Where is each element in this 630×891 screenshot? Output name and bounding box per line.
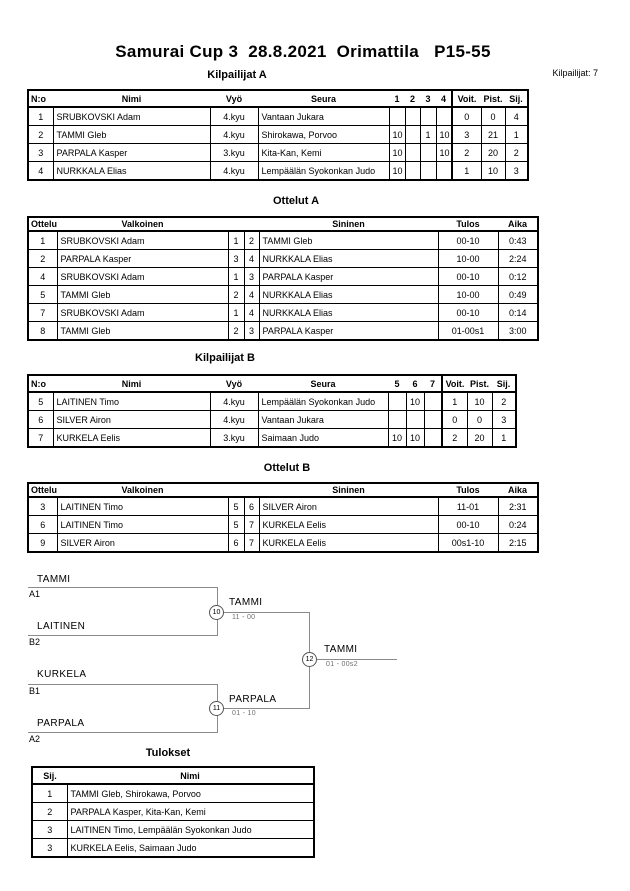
cell-nimi: TAMMI Gleb	[53, 126, 210, 144]
cell-ottelu: 6	[28, 516, 57, 534]
cell-valkoinen: SILVER Airon	[57, 534, 228, 553]
col-no: N:o	[28, 375, 53, 392]
cell-vyo: 3.kyu	[210, 429, 258, 448]
col-7: 7	[424, 375, 442, 392]
col-valkoinen: Valkoinen	[57, 483, 228, 497]
col-pist: Pist.	[481, 90, 505, 107]
cell-no: 3	[28, 144, 53, 162]
col-voit: Voit.	[442, 375, 467, 392]
col-sininen: Sininen	[259, 483, 438, 497]
cell-ottelu: 4	[28, 268, 57, 286]
cell-blue-number: 7	[244, 534, 259, 553]
cell-ottelu: 8	[28, 322, 57, 341]
cell-sininen: NURKKALA Elias	[259, 304, 438, 322]
ottelut-a-table	[27, 216, 539, 341]
cell-nimi: KURKELA Eelis, Saimaan Judo	[67, 839, 314, 858]
cell-no: 1	[28, 107, 53, 126]
cell-ottelu: 2	[28, 250, 57, 268]
bracket-slot-seed: B1	[29, 686, 41, 696]
bracket-line	[28, 587, 218, 588]
cell-voit: 0	[452, 107, 481, 126]
match-row	[28, 497, 538, 516]
match-number-badge: 12	[302, 652, 317, 667]
cell-voit: 1	[452, 162, 481, 181]
cell-sij: 3	[32, 839, 67, 858]
cell-sininen: TAMMI Gleb	[259, 231, 438, 250]
cell-tulos: 10-00	[438, 286, 498, 304]
cell-white-number: 2	[228, 322, 244, 341]
cell-score-5	[388, 411, 406, 429]
cell-tulos: 00-10	[438, 231, 498, 250]
bracket-slot-name: KURKELA	[37, 669, 87, 680]
col-white-number	[228, 217, 244, 231]
cell-sininen: PARPALA Kasper	[259, 322, 438, 341]
cell-nimi: PARPALA Kasper, Kita-Kan, Kemi	[67, 803, 314, 821]
cell-sininen: KURKELA Eelis	[259, 534, 438, 553]
match-row	[28, 250, 538, 268]
header-row	[28, 483, 538, 497]
cell-nimi: LAITINEN Timo	[53, 392, 210, 411]
section-title-kilpailijat-a: Kilpailijat A	[207, 69, 267, 81]
header-row	[28, 217, 538, 231]
cell-score-6: 10	[406, 429, 424, 448]
col-sij: Sij.	[32, 767, 67, 784]
bracket-match-score: 01 - 10	[232, 710, 256, 717]
cell-seura: Vantaan Jukara	[258, 411, 388, 429]
cell-tulos: 01-00s1	[438, 322, 498, 341]
cell-white-number: 6	[228, 534, 244, 553]
bracket-winner-name: TAMMI	[229, 597, 263, 608]
cell-sininen: SILVER Airon	[259, 497, 438, 516]
cell-nimi: PARPALA Kasper	[53, 144, 210, 162]
cell-seura: Vantaan Jukara	[258, 107, 389, 126]
cell-score-2	[405, 107, 420, 126]
match-number-badge: 11	[209, 701, 224, 716]
cell-aika: 0:49	[498, 286, 538, 304]
match-row	[28, 268, 538, 286]
cell-score-4	[436, 107, 452, 126]
col-6: 6	[406, 375, 424, 392]
cell-tulos: 00-10	[438, 304, 498, 322]
col-tulos: Tulos	[438, 483, 498, 497]
cell-white-number: 3	[228, 250, 244, 268]
cell-seura: Shirokawa, Porvoo	[258, 126, 389, 144]
cell-white-number: 1	[228, 268, 244, 286]
cell-sij: 1	[505, 126, 528, 144]
cell-pist: 20	[481, 144, 505, 162]
cell-sij: 4	[505, 107, 528, 126]
col-5: 5	[388, 375, 406, 392]
result-row	[32, 839, 314, 858]
cell-blue-number: 3	[244, 268, 259, 286]
col-voit: Voit.	[452, 90, 481, 107]
competitor-row	[28, 411, 516, 429]
bracket-line	[28, 635, 218, 636]
cell-score-3	[420, 162, 436, 181]
cell-sij: 3	[492, 411, 516, 429]
cell-score-5: 10	[388, 429, 406, 448]
cell-vyo: 4.kyu	[210, 411, 258, 429]
cell-voit: 2	[442, 429, 467, 448]
bracket-winner-name: TAMMI	[324, 644, 358, 655]
cell-valkoinen: TAMMI Gleb	[57, 322, 228, 341]
col-sij: Sij.	[505, 90, 528, 107]
match-row	[28, 322, 538, 341]
cell-score-4: 10	[436, 126, 452, 144]
bracket-slot-seed: A2	[29, 734, 41, 744]
cell-voit: 3	[452, 126, 481, 144]
competitor-row	[28, 429, 516, 448]
header-row	[28, 90, 528, 107]
cell-nimi: LAITINEN Timo, Lempäälän Syokonkan Judo	[67, 821, 314, 839]
cell-no: 7	[28, 429, 53, 448]
col-blue-number	[244, 217, 259, 231]
cell-blue-number: 4	[244, 250, 259, 268]
col-blue-number	[244, 483, 259, 497]
ottelut-b-table	[27, 482, 539, 553]
section-title-tulokset: Tulokset	[145, 747, 191, 759]
cell-pist: 21	[481, 126, 505, 144]
cell-ottelu: 5	[28, 286, 57, 304]
bracket-line	[217, 708, 310, 709]
competitor-row	[28, 162, 528, 181]
bracket-line	[28, 732, 218, 733]
cell-nimi: TAMMI Gleb, Shirokawa, Porvoo	[67, 784, 314, 803]
kilpailijat-a-table	[27, 89, 529, 181]
cell-white-number: 5	[228, 516, 244, 534]
col-aika: Aika	[498, 483, 538, 497]
cell-valkoinen: SRUBKOVSKI Adam	[57, 304, 228, 322]
cell-score-7	[424, 392, 442, 411]
cell-vyo: 4.kyu	[210, 126, 258, 144]
cell-sij: 1	[32, 784, 67, 803]
cell-nimi: KURKELA Eelis	[53, 429, 210, 448]
col-sininen: Sininen	[259, 217, 438, 231]
cell-white-number: 2	[228, 286, 244, 304]
cell-nimi: NURKKALA Elias	[53, 162, 210, 181]
cell-pist: 10	[481, 162, 505, 181]
cell-tulos: 00-10	[438, 268, 498, 286]
bracket-slot-seed: B2	[29, 637, 41, 647]
cell-vyo: 4.kyu	[210, 392, 258, 411]
cell-pist: 20	[467, 429, 492, 448]
cell-score-1: 10	[389, 162, 405, 181]
cell-tulos: 00-10	[438, 516, 498, 534]
cell-blue-number: 7	[244, 516, 259, 534]
cell-tulos: 00s1-10	[438, 534, 498, 553]
cell-ottelu: 3	[28, 497, 57, 516]
cell-score-2	[405, 126, 420, 144]
cell-sij: 3	[505, 162, 528, 181]
col-seura: Seura	[258, 90, 389, 107]
cell-white-number: 1	[228, 231, 244, 250]
cell-no: 5	[28, 392, 53, 411]
bracket-slot-name: TAMMI	[37, 574, 71, 585]
cell-white-number: 5	[228, 497, 244, 516]
cell-white-number: 1	[228, 304, 244, 322]
match-number-badge: 10	[209, 605, 224, 620]
result-row	[32, 803, 314, 821]
bracket-slot-seed: A1	[29, 589, 41, 599]
cell-vyo: 4.kyu	[210, 107, 258, 126]
cell-aika: 0:43	[498, 231, 538, 250]
cell-score-4: 10	[436, 144, 452, 162]
cell-blue-number: 6	[244, 497, 259, 516]
col-1: 1	[389, 90, 405, 107]
col-ottelu: Ottelu	[28, 217, 57, 231]
cell-nimi: SRUBKOVSKI Adam	[53, 107, 210, 126]
col-vyo: Vyö	[210, 375, 258, 392]
cell-no: 2	[28, 126, 53, 144]
page-title: Samurai Cup 3 28.8.2021 Orimattila P15-55	[115, 42, 491, 61]
cell-sininen: PARPALA Kasper	[259, 268, 438, 286]
col-seura: Seura	[258, 375, 388, 392]
bracket-line	[309, 659, 397, 660]
cell-aika: 2:15	[498, 534, 538, 553]
result-row	[32, 821, 314, 839]
kilpailijat-b-table	[27, 374, 517, 448]
cell-aika: 2:24	[498, 250, 538, 268]
bracket-line	[217, 612, 310, 613]
cell-score-7	[424, 429, 442, 448]
bracket-match-score: 11 - 00	[232, 614, 256, 621]
cell-score-2	[405, 144, 420, 162]
cell-ottelu: 7	[28, 304, 57, 322]
cell-tulos: 10-00	[438, 250, 498, 268]
cell-blue-number: 4	[244, 286, 259, 304]
cell-sij: 2	[505, 144, 528, 162]
tulokset-table	[31, 766, 315, 858]
col-nimi: Nimi	[67, 767, 314, 784]
cell-valkoinen: TAMMI Gleb	[57, 286, 228, 304]
cell-ottelu: 9	[28, 534, 57, 553]
col-pist: Pist.	[467, 375, 492, 392]
cell-valkoinen: PARPALA Kasper	[57, 250, 228, 268]
cell-voit: 0	[442, 411, 467, 429]
cell-score-6: 10	[406, 392, 424, 411]
cell-score-3	[420, 107, 436, 126]
match-row	[28, 231, 538, 250]
section-title-ottelut-a: Ottelut A	[272, 195, 320, 207]
cell-voit: 2	[452, 144, 481, 162]
bracket-line	[28, 684, 218, 685]
section-title-kilpailijat-b: Kilpailijat B	[195, 352, 255, 364]
col-valkoinen: Valkoinen	[57, 217, 228, 231]
cell-sij: 1	[492, 429, 516, 448]
match-row	[28, 304, 538, 322]
cell-pist: 0	[481, 107, 505, 126]
cell-score-5	[388, 392, 406, 411]
cell-blue-number: 4	[244, 304, 259, 322]
cell-valkoinen: SRUBKOVSKI Adam	[57, 231, 228, 250]
cell-score-3	[420, 144, 436, 162]
cell-seura: Lempäälän Syokonkan Judo	[258, 392, 388, 411]
result-row	[32, 784, 314, 803]
cell-nimi: SILVER Airon	[53, 411, 210, 429]
header-row	[32, 767, 314, 784]
cell-voit: 1	[442, 392, 467, 411]
match-row	[28, 286, 538, 304]
match-row	[28, 516, 538, 534]
cell-vyo: 3.kyu	[210, 144, 258, 162]
col-white-number	[228, 483, 244, 497]
cell-sij: 2	[32, 803, 67, 821]
col-nimi: Nimi	[53, 90, 210, 107]
col-vyo: Vyö	[210, 90, 258, 107]
cell-score-1	[389, 107, 405, 126]
col-4: 4	[436, 90, 452, 107]
cell-score-4	[436, 162, 452, 181]
competitor-row	[28, 107, 528, 126]
cell-valkoinen: SRUBKOVSKI Adam	[57, 268, 228, 286]
cell-aika: 0:24	[498, 516, 538, 534]
bracket-slot-name: PARPALA	[37, 718, 85, 729]
cell-no: 4	[28, 162, 53, 181]
cell-aika: 2:31	[498, 497, 538, 516]
match-row	[28, 534, 538, 553]
cell-pist: 10	[467, 392, 492, 411]
cell-score-1: 10	[389, 144, 405, 162]
cell-score-3: 1	[420, 126, 436, 144]
col-3: 3	[420, 90, 436, 107]
cell-blue-number: 2	[244, 231, 259, 250]
competitor-row	[28, 126, 528, 144]
cell-seura: Lempäälän Syokonkan Judo	[258, 162, 389, 181]
cell-sij: 3	[32, 821, 67, 839]
col-nimi: Nimi	[53, 375, 210, 392]
col-2: 2	[405, 90, 420, 107]
col-sij: Sij.	[492, 375, 516, 392]
col-tulos: Tulos	[438, 217, 498, 231]
col-no: N:o	[28, 90, 53, 107]
competitors-count: Kilpailijat: 7	[552, 68, 598, 78]
competitor-row	[28, 144, 528, 162]
cell-aika: 3:00	[498, 322, 538, 341]
section-title-ottelut-b: Ottelut B	[263, 462, 311, 474]
bracket-winner-name: PARPALA	[229, 694, 277, 705]
cell-sininen: KURKELA Eelis	[259, 516, 438, 534]
cell-tulos: 11-01	[438, 497, 498, 516]
header-row	[28, 375, 516, 392]
cell-ottelu: 1	[28, 231, 57, 250]
bracket-match-score: 01 - 00s2	[326, 661, 358, 668]
cell-sininen: NURKKALA Elias	[259, 250, 438, 268]
cell-score-7	[424, 411, 442, 429]
bracket-slot-name: LAITINEN	[37, 621, 86, 632]
cell-no: 6	[28, 411, 53, 429]
cell-score-1: 10	[389, 126, 405, 144]
cell-valkoinen: LAITINEN Timo	[57, 516, 228, 534]
cell-aika: 0:12	[498, 268, 538, 286]
cell-vyo: 4.kyu	[210, 162, 258, 181]
competitor-row	[28, 392, 516, 411]
cell-pist: 0	[467, 411, 492, 429]
col-ottelu: Ottelu	[28, 483, 57, 497]
cell-blue-number: 3	[244, 322, 259, 341]
cell-aika: 0:14	[498, 304, 538, 322]
cell-seura: Saimaan Judo	[258, 429, 388, 448]
cell-valkoinen: LAITINEN Timo	[57, 497, 228, 516]
col-aika: Aika	[498, 217, 538, 231]
cell-sininen: NURKKALA Elias	[259, 286, 438, 304]
cell-seura: Kita-Kan, Kemi	[258, 144, 389, 162]
cell-sij: 2	[492, 392, 516, 411]
cell-score-6	[406, 411, 424, 429]
cell-score-2	[405, 162, 420, 181]
